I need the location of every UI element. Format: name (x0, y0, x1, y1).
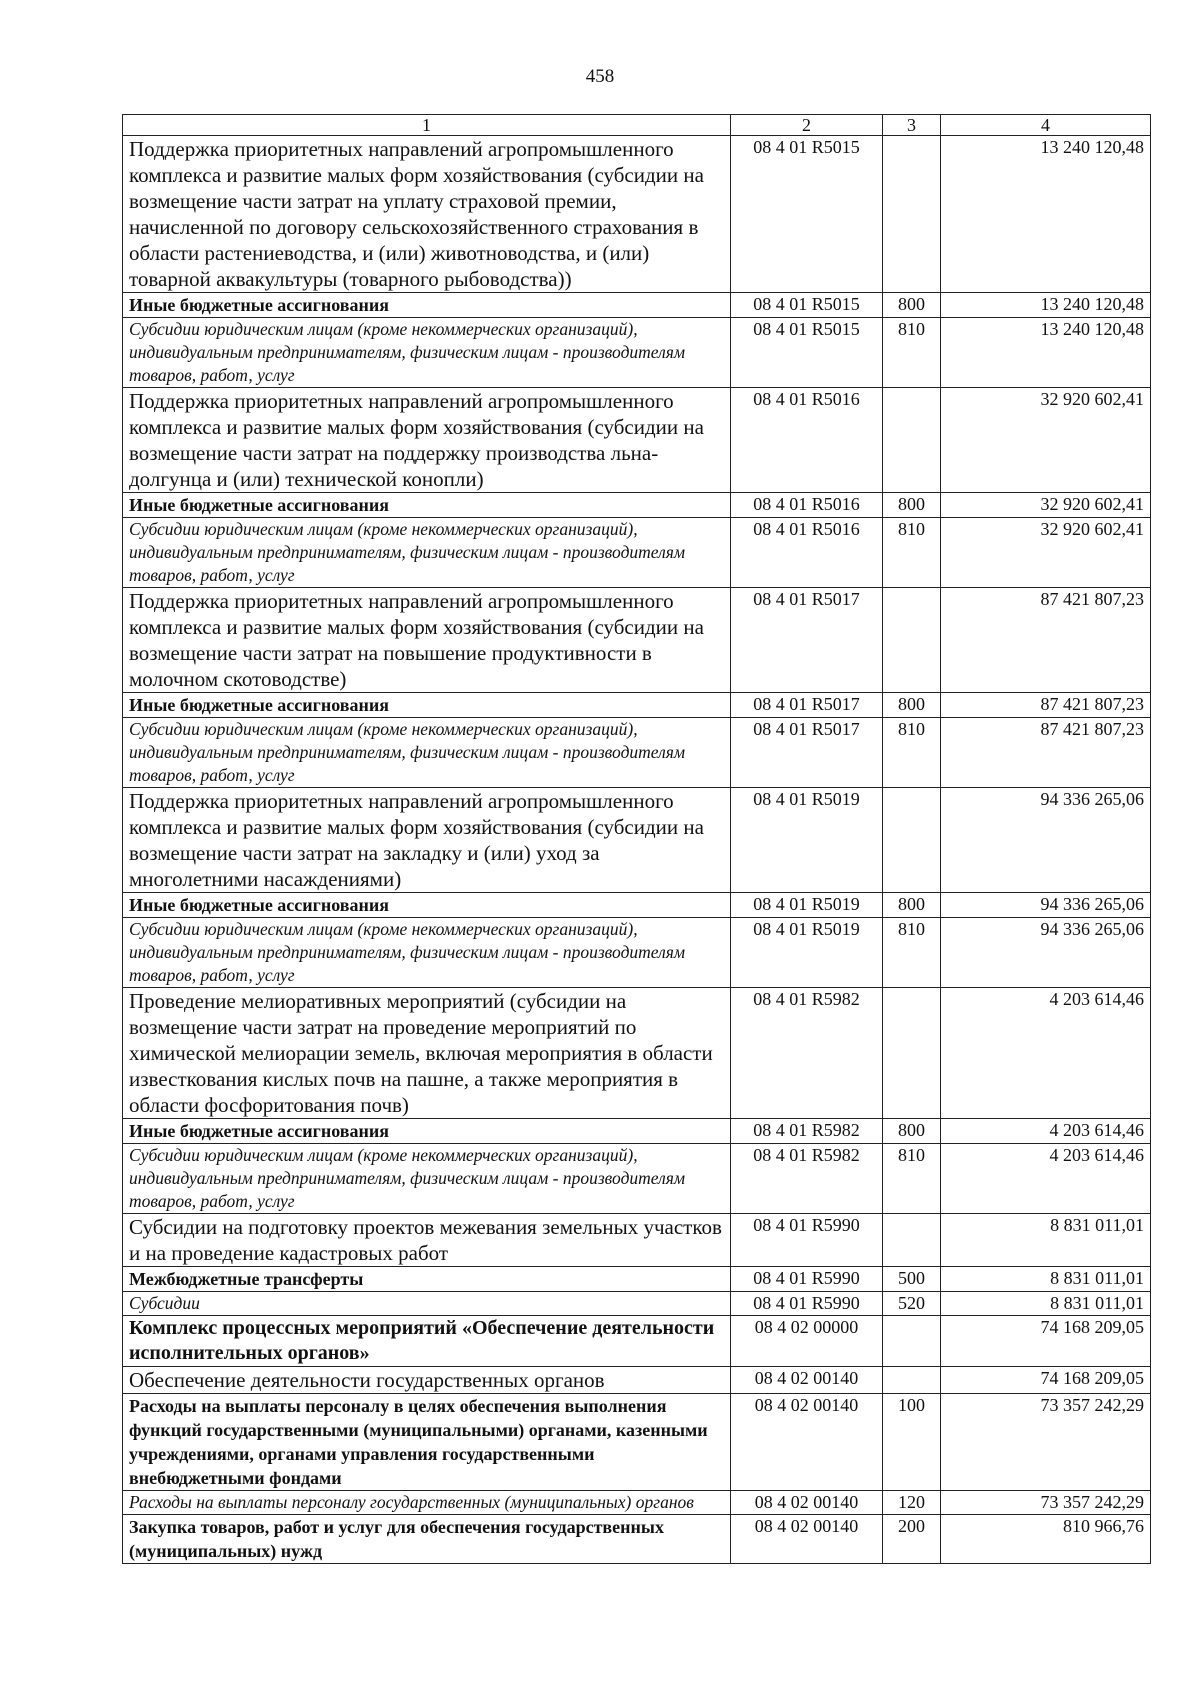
row-amount: 13 240 120,48 (941, 318, 1151, 388)
table-row (123, 388, 1151, 493)
table-row (123, 788, 1151, 893)
row-amount: 73 357 242,29 (941, 1491, 1151, 1515)
row-expense-type: 200 (883, 1515, 941, 1564)
row-amount: 87 421 807,23 (941, 718, 1151, 788)
row-expense-type: 810 (883, 718, 941, 788)
row-amount: 32 920 602,41 (941, 388, 1151, 493)
row-amount: 4 203 614,46 (941, 988, 1151, 1119)
row-code: 08 4 01 R5017 (731, 718, 883, 788)
row-name: Расходы на выплаты персоналу в целях обеспечения выполнения функций государственными (муниципальными) органами, казенными учреждениями, органами управления государственными внебюджетными фондами (123, 1394, 731, 1491)
row-code: 08 4 01 R5017 (731, 693, 883, 718)
row-amount: 4 203 614,46 (941, 1144, 1151, 1214)
column-header-4: 4 (941, 115, 1151, 136)
row-name: Расходы на выплаты персоналу государственных (муниципальных) органов (123, 1491, 731, 1515)
table-row (123, 1214, 1151, 1267)
row-name: Иные бюджетные ассигнования (123, 693, 731, 718)
table-row (123, 318, 1151, 388)
table-row (123, 493, 1151, 518)
table-row (123, 1119, 1151, 1144)
row-name: Поддержка приоритетных направлений агропромышленного комплекса и развитие малых форм хозяйствования (субсидии на возмещение части затрат на поддержку производства льна-долгунца и (или) технической конопли) (123, 388, 731, 493)
row-name: Субсидии юридическим лицам (кроме некоммерческих организаций), индивидуальным предпринимателям, физическим лицам - производителям товаров, работ, услуг (123, 718, 731, 788)
row-code: 08 4 01 R5019 (731, 788, 883, 893)
row-name: Субсидии (123, 1292, 731, 1316)
row-name: Проведение мелиоративных мероприятий (субсидии на возмещение части затрат на проведение мероприятий по химической мелиорации земель, включая мероприятия в области известкования кислых почв на пашне, а также мероприятия в области фосфоритования почв) (123, 988, 731, 1119)
row-amount: 810 966,76 (941, 1515, 1151, 1564)
row-amount: 74 168 209,05 (941, 1316, 1151, 1367)
row-name: Субсидии на подготовку проектов межевания земельных участков и на проведение кадастровых работ (123, 1214, 731, 1267)
row-code: 08 4 02 00140 (731, 1367, 883, 1394)
header-row (123, 115, 1151, 136)
row-expense-type: 800 (883, 1119, 941, 1144)
row-expense-type (883, 588, 941, 693)
table-row (123, 518, 1151, 588)
row-expense-type (883, 1316, 941, 1367)
row-code: 08 4 01 R5982 (731, 1144, 883, 1214)
row-amount: 4 203 614,46 (941, 1119, 1151, 1144)
table-row (123, 136, 1151, 293)
row-expense-type (883, 1367, 941, 1394)
row-name: Субсидии юридическим лицам (кроме некоммерческих организаций), индивидуальным предпринимателям, физическим лицам - производителям товаров, работ, услуг (123, 518, 731, 588)
row-name: Субсидии юридическим лицам (кроме некоммерческих организаций), индивидуальным предпринимателям, физическим лицам - производителям товаров, работ, услуг (123, 318, 731, 388)
row-name: Закупка товаров, работ и услуг для обеспечения государственных (муниципальных) нужд (123, 1515, 731, 1564)
row-expense-type: 120 (883, 1491, 941, 1515)
table-row (123, 1394, 1151, 1491)
table-row (123, 1491, 1151, 1515)
row-expense-type: 800 (883, 893, 941, 918)
row-expense-type (883, 388, 941, 493)
row-code: 08 4 02 00000 (731, 1316, 883, 1367)
row-code: 08 4 01 R5015 (731, 136, 883, 293)
row-expense-type (883, 1214, 941, 1267)
row-name: Иные бюджетные ассигнования (123, 893, 731, 918)
row-amount: 87 421 807,23 (941, 588, 1151, 693)
table-row (123, 718, 1151, 788)
row-code: 08 4 01 R5019 (731, 918, 883, 988)
row-code: 08 4 01 R5016 (731, 493, 883, 518)
row-code: 08 4 01 R5982 (731, 1119, 883, 1144)
row-expense-type (883, 788, 941, 893)
row-name: Комплекс процессных мероприятий «Обеспечение деятельности исполнительных органов» (123, 1316, 731, 1367)
table-row (123, 1292, 1151, 1316)
row-name: Обеспечение деятельности государственных органов (123, 1367, 731, 1394)
row-amount: 8 831 011,01 (941, 1214, 1151, 1267)
row-code: 08 4 02 00140 (731, 1515, 883, 1564)
row-name: Иные бюджетные ассигнования (123, 493, 731, 518)
row-code: 08 4 01 R5019 (731, 893, 883, 918)
table-row (123, 1144, 1151, 1214)
row-amount: 73 357 242,29 (941, 1394, 1151, 1491)
row-code: 08 4 01 R5990 (731, 1292, 883, 1316)
page-number: 458 (585, 66, 615, 87)
row-amount: 8 831 011,01 (941, 1292, 1151, 1316)
row-expense-type: 800 (883, 693, 941, 718)
row-expense-type: 800 (883, 493, 941, 518)
row-expense-type: 520 (883, 1292, 941, 1316)
row-expense-type (883, 136, 941, 293)
row-amount: 13 240 120,48 (941, 293, 1151, 318)
row-name: Межбюджетные трансферты (123, 1267, 731, 1292)
table-row (123, 588, 1151, 693)
row-expense-type: 810 (883, 318, 941, 388)
row-expense-type: 800 (883, 293, 941, 318)
column-header-1: 1 (123, 115, 731, 136)
row-expense-type: 500 (883, 1267, 941, 1292)
table-row (123, 988, 1151, 1119)
row-code: 08 4 01 R5990 (731, 1267, 883, 1292)
row-amount: 32 920 602,41 (941, 493, 1151, 518)
row-code: 08 4 01 R5982 (731, 988, 883, 1119)
table-row (123, 918, 1151, 988)
row-name: Поддержка приоритетных направлений агропромышленного комплекса и развитие малых форм хозяйствования (субсидии на возмещение части затрат на повышение продуктивности в молочном скотоводстве) (123, 588, 731, 693)
row-expense-type: 100 (883, 1394, 941, 1491)
table-body (123, 136, 1151, 1564)
row-amount: 32 920 602,41 (941, 518, 1151, 588)
column-header-2: 2 (731, 115, 883, 136)
table-row (123, 1515, 1151, 1564)
row-amount: 94 336 265,06 (941, 918, 1151, 988)
row-expense-type: 810 (883, 1144, 941, 1214)
budget-table (122, 114, 1151, 1564)
row-expense-type (883, 988, 941, 1119)
row-code: 08 4 02 00140 (731, 1491, 883, 1515)
row-code: 08 4 01 R5990 (731, 1214, 883, 1267)
row-code: 08 4 01 R5015 (731, 293, 883, 318)
row-amount: 87 421 807,23 (941, 693, 1151, 718)
row-expense-type: 810 (883, 918, 941, 988)
row-name: Иные бюджетные ассигнования (123, 1119, 731, 1144)
table-row (123, 1367, 1151, 1394)
row-name: Поддержка приоритетных направлений агропромышленного комплекса и развитие малых форм хозяйствования (субсидии на возмещение части затрат на закладку и (или) уход за многолетними насаждениями) (123, 788, 731, 893)
row-amount: 74 168 209,05 (941, 1367, 1151, 1394)
row-amount: 94 336 265,06 (941, 893, 1151, 918)
table-row (123, 1316, 1151, 1367)
row-code: 08 4 01 R5016 (731, 518, 883, 588)
row-name: Поддержка приоритетных направлений агропромышленного комплекса и развитие малых форм хозяйствования (субсидии на возмещение части затрат на уплату страховой премии, начисленной по договору сельскохозяйственного страхования в области растениеводства, и (или) животноводства, и (или) товарной аквакультуры (товарного рыбоводства)) (123, 136, 731, 293)
row-code: 08 4 02 00140 (731, 1394, 883, 1491)
row-name: Субсидии юридическим лицам (кроме некоммерческих организаций), индивидуальным предпринимателям, физическим лицам - производителям товаров, работ, услуг (123, 918, 731, 988)
row-name: Субсидии юридическим лицам (кроме некоммерческих организаций), индивидуальным предпринимателям, физическим лицам - производителям товаров, работ, услуг (123, 1144, 731, 1214)
row-name: Иные бюджетные ассигнования (123, 293, 731, 318)
row-amount: 13 240 120,48 (941, 136, 1151, 293)
row-expense-type: 810 (883, 518, 941, 588)
row-code: 08 4 01 R5015 (731, 318, 883, 388)
table-row (123, 293, 1151, 318)
column-header-3: 3 (883, 115, 941, 136)
row-amount: 94 336 265,06 (941, 788, 1151, 893)
row-code: 08 4 01 R5017 (731, 588, 883, 693)
table-row (123, 893, 1151, 918)
table-row (123, 693, 1151, 718)
row-amount: 8 831 011,01 (941, 1267, 1151, 1292)
row-code: 08 4 01 R5016 (731, 388, 883, 493)
table-row (123, 1267, 1151, 1292)
